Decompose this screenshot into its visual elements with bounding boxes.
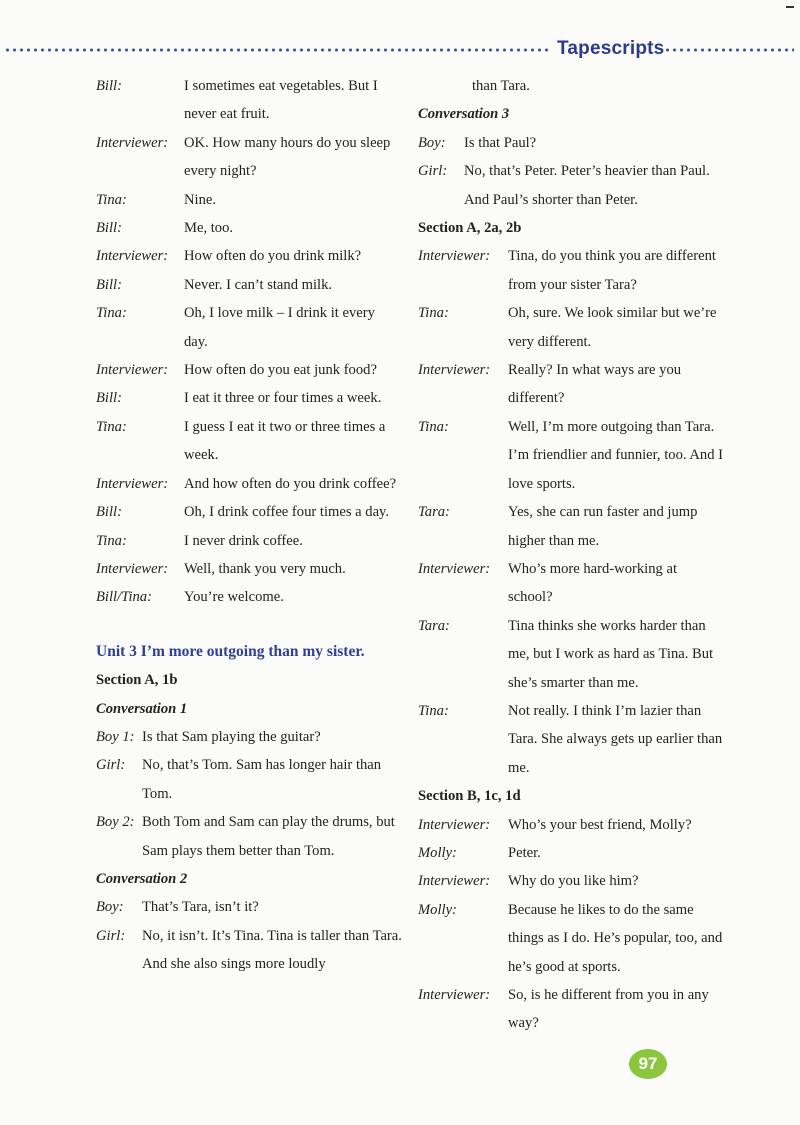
dialogue-text: Well, thank you very much. — [184, 560, 346, 577]
conversation-heading: Conversation 3 — [418, 106, 510, 123]
speaker-label: Interviewer: — [96, 248, 169, 265]
dialogue-text: Both Tom and Sam can play the drums, but Sam plays them better than Tom. — [142, 814, 395, 859]
dialogue-text: Why do you like him? — [508, 873, 639, 890]
speaker-label: Boy 2: — [96, 814, 135, 831]
header-dots-right — [664, 48, 794, 52]
speaker-label: Tina: — [96, 532, 127, 549]
dialogue-line — [418, 896, 724, 981]
dialogue-line — [96, 527, 402, 555]
speaker-label: Girl: — [96, 757, 126, 774]
continued-text: than Tara. — [472, 78, 530, 94]
dialogue-line — [96, 583, 402, 611]
dialogue-line — [96, 214, 402, 242]
speaker-label: Molly: — [418, 901, 457, 918]
dialogue-text: So, is he different from you in any way? — [508, 987, 709, 1032]
dialogue-text: No, that’s Tom. Sam has longer hair than Tom. — [142, 757, 382, 802]
speaker-label: Boy 1: — [96, 728, 135, 745]
dialogue-text: And how often do you drink coffee? — [184, 475, 397, 492]
dialogue-text: Because he likes to do the same things as I do. He’s popular, too, and he’s good at sports. — [508, 901, 723, 975]
speaker-label: Interviewer: — [96, 134, 169, 151]
dialogue-line — [418, 498, 724, 555]
dialogue-line — [96, 271, 402, 299]
dialogue-text: I never drink coffee. — [184, 532, 303, 549]
dialogue-line — [96, 498, 402, 526]
dialogue-text: Me, too. — [184, 220, 234, 237]
speaker-label: Tina: — [96, 305, 127, 322]
right-column — [418, 72, 724, 1038]
speaker-label: Girl: — [418, 163, 448, 180]
speaker-label: Boy: — [96, 899, 124, 916]
dialogue-text: I eat it three or four times a week. — [184, 390, 382, 407]
dialogue-line — [96, 129, 402, 186]
speaker-label: Interviewer: — [96, 475, 169, 492]
speaker-label: Tina: — [96, 191, 127, 208]
dialogue-text: Oh, I drink coffee four times a day. — [184, 504, 390, 521]
speaker-label: Tara: — [418, 504, 450, 521]
dialogue-text: Oh, I love milk – I drink it every day. — [184, 305, 375, 350]
speaker-label: Bill: — [96, 390, 122, 407]
dialogue-text: How often do you eat junk food? — [184, 362, 377, 379]
dialogue-line — [96, 893, 402, 921]
speaker-label: Interviewer: — [418, 816, 491, 833]
speaker-label: Boy: — [418, 134, 446, 151]
dialogue-text: Peter. — [508, 844, 541, 861]
speaker-label: Bill: — [96, 220, 122, 237]
dialogue-text: Oh, sure. We look similar but we’re very different. — [508, 305, 717, 350]
speaker-label: Tina: — [418, 702, 449, 719]
unit-title: Unit 3 I’m more outgoing than my sister. — [96, 642, 365, 660]
dialogue-line — [418, 839, 724, 867]
dialogue-line — [418, 697, 724, 782]
section-heading: Section A, 2a, 2b — [418, 220, 522, 237]
speaker-label: Tina: — [96, 418, 127, 435]
dialogue-text: Is that Sam playing the guitar? — [142, 728, 321, 745]
left-column — [96, 72, 402, 979]
dialogue-line — [418, 157, 724, 214]
header-dots-left — [4, 48, 550, 52]
speaker-label: Girl: — [96, 927, 126, 944]
conversation-heading: Conversation 1 — [96, 700, 188, 717]
dialogue-line — [96, 470, 402, 498]
header-title: Tapescripts — [557, 38, 665, 59]
dialogue-line — [96, 723, 402, 751]
dialogue-line — [96, 751, 402, 808]
speaker-label: Bill: — [96, 504, 122, 521]
speaker-label: Interviewer: — [418, 248, 491, 265]
dialogue-text: Not really. I think I’m lazier than Tara. She always gets up earlier than me. — [508, 702, 723, 776]
dialogue-text: You’re welcome. — [184, 589, 284, 606]
dialogue-line — [96, 356, 402, 384]
dialogue-line — [96, 72, 402, 129]
dialogue-text: Tina thinks she works harder than me, but I work as hard as Tina. But she’s smarter than me. — [508, 617, 714, 691]
dialogue-line — [96, 299, 402, 356]
dialogue-line — [418, 129, 724, 157]
corner-mark — [786, 6, 794, 8]
dialogue-line — [418, 811, 724, 839]
dialogue-text: No, it isn’t. It’s Tina. Tina is taller than Tara. And she also sings more loudly — [142, 927, 402, 973]
dialogue-text: OK. How many hours do you sleep every night? — [184, 134, 391, 180]
dialogue-line — [418, 981, 724, 1038]
dialogue-text: Who’s more hard-working at school? — [508, 560, 677, 606]
dialogue-line — [96, 242, 402, 270]
dialogue-line — [418, 299, 724, 356]
dialogue-text: Really? In what ways are you different? — [508, 362, 682, 407]
speaker-label: Interviewer: — [418, 362, 491, 379]
dialogue-line — [418, 413, 724, 498]
dialogue-line — [418, 612, 724, 697]
dialogue-text: No, that’s Peter. Peter’s heavier than Paul. And Paul’s shorter than Peter. — [464, 163, 710, 208]
dialogue-line — [96, 186, 402, 214]
dialogue-text: I guess I eat it two or three times a week. — [184, 418, 386, 464]
speaker-label: Interviewer: — [96, 560, 169, 577]
dialogue-text: How often do you drink milk? — [184, 248, 362, 265]
dialogue-text: Is that Paul? — [464, 134, 537, 151]
speaker-label: Interviewer: — [418, 873, 491, 890]
dialogue-line — [418, 356, 724, 413]
speaker-label: Interviewer: — [96, 362, 169, 379]
dialogue-text: Tina, do you think you are different from your sister Tara? — [508, 248, 716, 293]
speaker-label: Bill: — [96, 78, 122, 94]
dialogue-text: Nine. — [184, 191, 217, 208]
dialogue-line — [96, 922, 402, 979]
speaker-label: Tara: — [418, 617, 450, 634]
speaker-label: Tina: — [418, 305, 449, 322]
dialogue-line — [96, 555, 402, 583]
speaker-label: Interviewer: — [418, 987, 491, 1003]
dialogue-text: I sometimes eat vegetables. But I never eat fruit. — [184, 78, 378, 123]
dialogue-text: Well, I’m more outgoing than Tara. I’m friendlier and funnier, too. And I love sports. — [508, 418, 724, 492]
conversation-heading: Conversation 2 — [96, 870, 188, 887]
dialogue-text: Yes, she can run faster and jump higher than me. — [508, 504, 698, 549]
dialogue-line — [418, 242, 724, 299]
section-heading: Section B, 1c, 1d — [418, 788, 521, 805]
speaker-label: Bill/Tina: — [96, 589, 152, 606]
speaker-label: Bill: — [96, 276, 122, 293]
dialogue-text: That’s Tara, isn’t it? — [142, 899, 259, 916]
speaker-label: Interviewer: — [418, 560, 491, 577]
speaker-label: Molly: — [418, 844, 457, 861]
dialogue-text: Never. I can’t stand milk. — [184, 276, 333, 293]
dialogue-line — [96, 384, 402, 412]
dialogue-line — [96, 413, 402, 470]
dialogue-line — [96, 808, 402, 865]
page-header — [0, 38, 800, 62]
section-heading: Section A, 1b — [96, 672, 178, 689]
dialogue-line — [418, 867, 724, 895]
page-number: 97 — [629, 1049, 667, 1079]
dialogue-text: Who’s your best friend, Molly? — [508, 816, 692, 833]
speaker-label: Tina: — [418, 418, 449, 435]
spacer — [96, 612, 402, 638]
dialogue-line — [418, 555, 724, 612]
